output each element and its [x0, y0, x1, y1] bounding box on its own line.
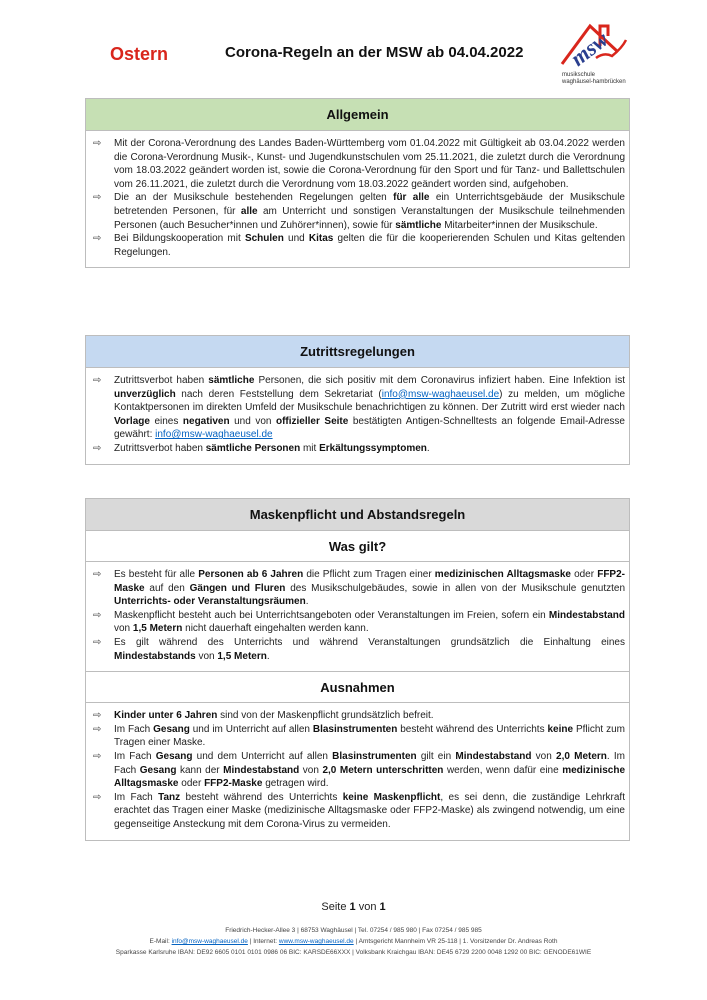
arrow-right-icon: ⇨ [93, 192, 102, 204]
ostern-label: Ostern [110, 44, 169, 64]
section-zutritt [85, 335, 630, 465]
page-title: Corona-Regeln an der MSW ab 04.04.2022 [225, 44, 524, 61]
allgemein-heading: Allgemein [86, 99, 629, 131]
list-item: ⇨ Maskenpflicht besteht auch bei Unterrichtsangeboten oder Veranstaltungen im Freien, sofern ein Mindestabstand von 1,5 Metern nicht dauerhaft eingehalten werden kann. [93, 609, 625, 635]
list-item: ⇨ Mit der Corona-Verordnung des Landes Baden-Württemberg vom 01.04.2022 mit Gültigkeit ab 03.04.2022 werden die Corona-Verordnung Musik-, Kunst- und Jugendkunstschulen vom 25.11.2021, die zuletzt durch die Verordnung vom 18.03.2022 geändert worden ist, sowie die Corona-Verordnung für den Sport und für Tanz- und Ballettschulen vom 26.11.2021, die zuletzt durch die Verordnung vom 18.03.2022 geändert worden sind, aufgehoben. [93, 138, 625, 190]
list-item: ⇨ Es besteht für alle Personen ab 6 Jahren die Pflicht zum Tragen einer medizinischen Alltagsmaske oder FFP2-Maske auf den Gängen und Fluren des Musikschulgebäudes, sowie in allen von der Musikschule genutzten Unterrichts- oder Veranstaltungsräumen. [93, 569, 626, 608]
footer-bank: Sparkasse Karlsruhe IBAN: DE92 6605 0101 0101 0986 06 BIC: KARSDE66XXX | Volksbank Kraichgau IBAN: DE45 6729 2200 0048 1292 00 BIC: GENODE61WIE [115, 949, 592, 956]
ausnahmen-list [86, 703, 629, 839]
list-item: ⇨ Bei Bildungskooperation mit Schulen und Kitas gelten die für die kooperierenden Schulen und Kitas geltenden Regelungen. [93, 233, 626, 258]
allgemein-list [86, 131, 629, 267]
email-link[interactable]: info@msw-waghaeusel.de [155, 429, 273, 441]
list-item: ⇨ Die an der Musikschule bestehenden Regelungen gelten für alle ein Unterrichtsgebäude der Musikschule betretenden Personen, für alle am Unterricht und sonstigen Veranstaltungen der Musikschule teilnehmenden Personen (auch Besucher*innen und Zuhörer*innen), sowie für sämtliche Mitarbeiter*innen der Musikschule. [93, 192, 625, 231]
list-item: ⇨ Im Fach Gesang und dem Unterricht auf allen Blasinstrumenten gilt ein Mindestabstand von 2,0 Metern. Im Fach Gesang kann der Mindestabstand von 2,0 Metern unterschritten werden, wenn dafür eine medizinische Alltagsmaske oder FFP2-Maske getragen wird. [93, 750, 626, 790]
zutritt-list [86, 368, 629, 464]
house-logo-icon [556, 18, 634, 74]
footer-contact: E-Mail: info@msw-waghaeusel.de | Internet: www.msw-waghaeusel.de | Amtsgericht Mannheim VR 25-118 | 1. Vorsitzender Dr. Andreas Roth [149, 938, 558, 945]
arrow-right-icon: ⇨ [93, 791, 102, 803]
footer-address: Friedrich-Hecker-Allee 3 | 68753 Waghäusel | Tel. 07254 / 985 980 | Fax 07254 / 985 985 [225, 927, 482, 934]
list-item: ⇨ Zutrittsverbot haben sämtliche Personen, die sich positiv mit dem Coronavirus infiziert haben. Eine Infektion ist unverzüglich nach deren Feststellung dem Sekretariat (info@msw-waghaeusel.de) zu melden, um mögliche Kontaktpersonen im direkten Umfeld der Musikschule benachrichtigen zu können. Der Zutritt wird erst wieder nach Vorlage eines negativen und von offizieller Seite bestätigten Antigen-Schnelltests an folgende Email-Adresse gewährt: info@msw-waghaeusel.de [93, 375, 626, 441]
arrow-right-icon: ⇨ [93, 442, 102, 454]
list-item: ⇨ Im Fach Tanz besteht während des Unterrichts keine Maskenpflicht, es sei denn, die zuständige Lehrkraft erachtet das Tragen einer Maske (medizinische Alltagsmaske oder FFP2-Maske) als zwingend notwendig, um eine gegenseitige Ansteckung mit dem Corona-Virus zu vermeiden. [93, 791, 625, 830]
logo-wordmark: msw [565, 26, 613, 71]
arrow-right-icon: ⇨ [93, 375, 102, 386]
list-item: ⇨ Kinder unter 6 Jahren sind von der Maskenpflicht grundsätzlich befreit. [93, 710, 434, 722]
footer-email-link[interactable]: info@msw-waghaeusel.de [171, 938, 248, 945]
zutritt-heading: Zutrittsregelungen [86, 336, 629, 368]
logo-subtext [562, 72, 626, 86]
msw-logo [556, 18, 634, 90]
arrow-right-icon: ⇨ [93, 609, 102, 621]
section-allgemein [85, 98, 630, 268]
list-item: ⇨ Im Fach Gesang und im Unterricht auf allen Blasinstrumenten besteht während des Unterrichts keine Pflicht zum Tragen einer Maske. [93, 723, 626, 749]
page-header [0, 0, 707, 95]
logo-sub2: waghäusel-hambrücken [562, 79, 626, 85]
arrow-right-icon: ⇨ [93, 710, 102, 722]
arrow-right-icon: ⇨ [93, 723, 102, 735]
footer-website-link[interactable]: www.msw-waghaeusel.de [278, 938, 354, 945]
email-link[interactable]: info@msw-waghaeusel.de [381, 388, 500, 400]
was-gilt-list [86, 562, 629, 672]
arrow-right-icon: ⇨ [93, 750, 102, 762]
logo-sub1: musikschule [562, 72, 596, 78]
arrow-right-icon: ⇨ [93, 233, 102, 245]
arrow-right-icon: ⇨ [93, 569, 102, 580]
arrow-right-icon: ⇨ [93, 636, 102, 648]
was-gilt-heading: Was gilt? [86, 531, 629, 562]
ausnahmen-heading: Ausnahmen [86, 672, 629, 703]
list-item: ⇨ Es gilt während des Unterrichts und während Veranstaltungen grundsätzlich die Einhaltung eines Mindestabstands von 1,5 Metern. [93, 636, 625, 662]
page-number: Seite 1 von 1 [321, 901, 386, 913]
list-item: ⇨ Zutrittsverbot haben sämtliche Personen mit Erkältungssymptomen. [93, 442, 430, 454]
arrow-right-icon: ⇨ [93, 138, 102, 149]
masken-heading: Maskenpflicht und Abstandsregeln [86, 499, 629, 531]
section-masken [85, 498, 630, 841]
